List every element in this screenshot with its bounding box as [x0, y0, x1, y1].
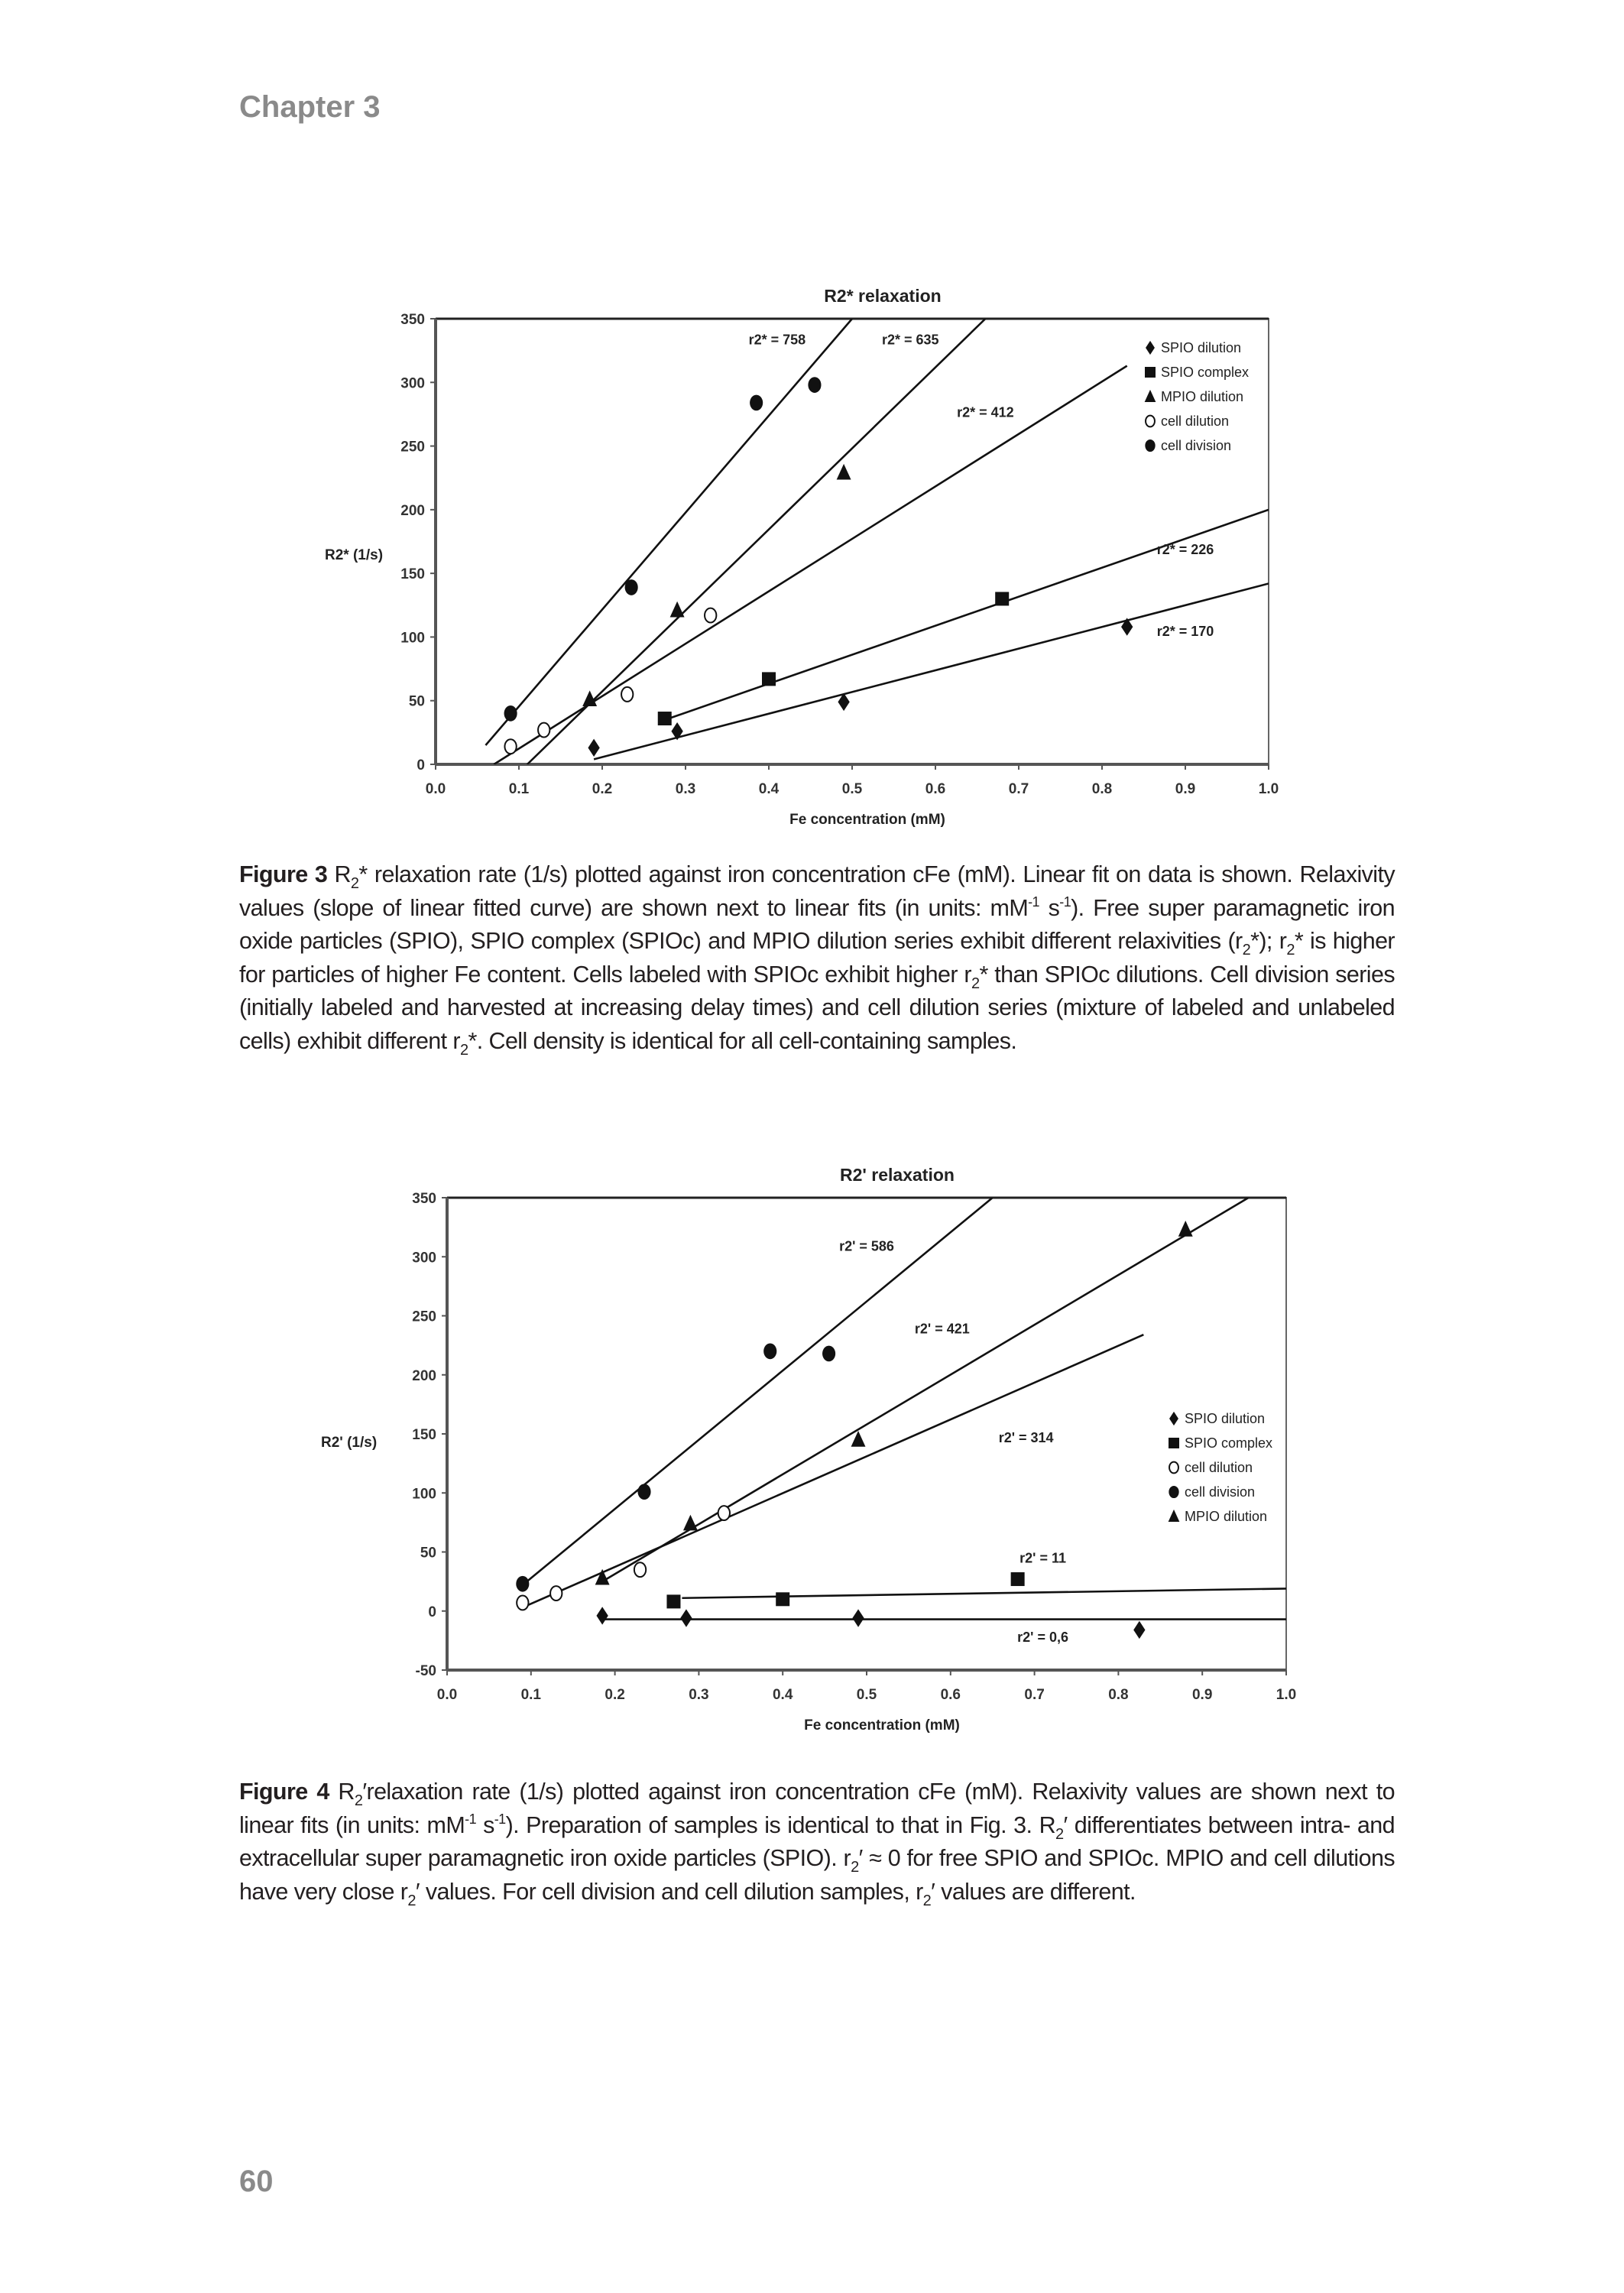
- data-point-cell-division: [637, 1484, 650, 1500]
- y-tick-label: 100: [412, 1486, 436, 1503]
- data-point-cell-dilution: [538, 723, 549, 738]
- page-number: 60: [239, 2165, 274, 2198]
- legend-label: MPIO dilution: [1185, 1509, 1268, 1524]
- y-tick-label: 250: [400, 439, 425, 456]
- data-point-cell-division: [504, 705, 517, 722]
- y-tick-label: 150: [412, 1427, 436, 1443]
- data-point-cell-division: [750, 395, 763, 411]
- figure-3-label: Figure 3: [239, 861, 328, 887]
- data-point-cell-dilution: [634, 1562, 646, 1577]
- data-point-cell-dilution: [517, 1595, 528, 1610]
- x-tick-label: 0.2: [592, 781, 613, 797]
- x-tick-label: 0.3: [675, 781, 696, 797]
- x-tick-label: 0.9: [1175, 781, 1196, 797]
- y-axis-label: R2* (1/s): [325, 547, 384, 563]
- x-tick-label: 0.1: [508, 781, 530, 797]
- legend-label: SPIO complex: [1185, 1435, 1273, 1451]
- chart-title: R2' relaxation: [840, 1165, 955, 1185]
- x-tick-label: 0.7: [1024, 1687, 1045, 1703]
- x-tick-label: 0.0: [436, 1687, 458, 1703]
- data-point-spio-complex: [1011, 1572, 1025, 1586]
- data-point-spio-complex: [995, 592, 1009, 605]
- relaxivity-annotation: r2* = 635: [882, 332, 939, 348]
- y-tick-label: 200: [412, 1367, 436, 1384]
- data-point-spio-complex: [666, 1594, 680, 1608]
- y-tick-label: 0: [417, 757, 425, 774]
- data-point-cell-dilution: [550, 1586, 562, 1601]
- relaxivity-annotation: r2' = 11: [1019, 1550, 1067, 1566]
- data-point-cell-dilution: [718, 1506, 730, 1520]
- x-tick-label: 1.0: [1276, 1687, 1297, 1703]
- legend-label: SPIO complex: [1161, 365, 1250, 380]
- data-point-spio-complex: [762, 672, 776, 686]
- x-tick-label: 1.0: [1258, 781, 1279, 797]
- x-tick-label: 0.6: [940, 1687, 961, 1703]
- legend-marker: [1145, 367, 1156, 378]
- y-tick-label: 0: [428, 1604, 436, 1620]
- figure-4-label: Figure 4: [239, 1779, 329, 1805]
- y-tick-label: 100: [400, 630, 425, 647]
- data-point-cell-dilution: [705, 608, 716, 623]
- legend-label: cell dilution: [1161, 414, 1230, 429]
- x-tick-label: 0.6: [925, 781, 946, 797]
- x-tick-label: 0.5: [856, 1687, 877, 1703]
- x-tick-label: 0.8: [1108, 1687, 1129, 1703]
- y-tick-label: 50: [420, 1545, 436, 1562]
- legend-marker: [1169, 1438, 1179, 1448]
- legend-label: cell division: [1161, 438, 1232, 453]
- x-tick-label: 0.1: [520, 1687, 542, 1703]
- data-point-cell-division: [625, 579, 638, 595]
- x-tick-label: 0.2: [605, 1687, 625, 1703]
- relaxivity-annotation: r2* = 758: [748, 332, 806, 348]
- y-tick-label: 350: [412, 1191, 436, 1207]
- y-tick-label: 300: [412, 1250, 436, 1267]
- x-tick-label: 0.5: [841, 781, 863, 797]
- plot-area: [447, 1198, 1286, 1670]
- relaxivity-annotation: r2* = 226: [1156, 542, 1214, 558]
- data-point-cell-dilution: [621, 687, 633, 702]
- data-point-cell-division: [822, 1346, 835, 1362]
- figure-3-caption: [239, 858, 1395, 1058]
- data-point-cell-dilution: [504, 739, 516, 754]
- y-axis-label: R2' (1/s): [321, 1435, 378, 1451]
- y-tick-label: 200: [400, 502, 425, 519]
- figure-3-chart: [0, 260, 1624, 841]
- relaxivity-annotation: r2' = 0,6: [1017, 1629, 1069, 1645]
- legend-label: MPIO dilution: [1161, 389, 1244, 404]
- legend-marker: [1169, 1486, 1178, 1498]
- legend-label: cell dilution: [1185, 1460, 1253, 1475]
- legend-label: cell division: [1185, 1484, 1256, 1500]
- y-tick-label: 300: [400, 375, 425, 392]
- y-tick-label: 250: [412, 1309, 436, 1325]
- legend-label: SPIO dilution: [1185, 1411, 1266, 1426]
- y-tick-label: 150: [400, 566, 425, 583]
- relaxivity-annotation: r2* = 170: [1156, 623, 1214, 639]
- legend-marker: [1169, 1462, 1178, 1474]
- data-point-spio-complex: [776, 1592, 789, 1606]
- relaxivity-annotation: r2* = 412: [957, 404, 1014, 420]
- figure-4-chart: [0, 1146, 1624, 1758]
- legend-marker: [1145, 439, 1155, 452]
- figure-4-caption: [239, 1776, 1395, 1909]
- y-tick-label: -50: [415, 1663, 436, 1679]
- y-tick-label: 350: [400, 312, 425, 328]
- x-axis-label: Fe concentration (mM): [804, 1717, 960, 1734]
- relaxivity-annotation: r2' = 314: [998, 1429, 1054, 1445]
- relaxivity-annotation: r2' = 586: [839, 1238, 894, 1254]
- chart-title: R2* relaxation: [824, 286, 942, 306]
- x-axis-label: Fe concentration (mM): [789, 812, 945, 828]
- x-tick-label: 0.8: [1091, 781, 1113, 797]
- figure-4-caption-text: $R_2'relaxation$ rate (1/s) plotted against iron concentration cFe (mM). Relaxivity values are shown next to linear fits (in units: $mM^{-1}$ $s^{-1}$). Preparation of samples is identical to that in Fig. 3. $R_2'$ differentiates between intra- and extracellular super paramagnetic iron oxide particles (SPIO). $r_2' \approx 0$ for free SPIO and SPIOc. MPIO and cell dilutions have very close $r_2'$ values. For cell division and cell dilution samples, $r_2'$ values are different.: [239, 1779, 1395, 1909]
- figure-3-caption-text: $R_2*$ relaxation rate (1/s) plotted against iron concentration cFe (mM). Linear fit on data is shown. Relaxivity values (slope of linear fitted curve) are shown next to linear fits (in units: $mM^{-1}$ $s^{-1}$). Free super paramagnetic iron oxide particles (SPIO), SPIO complex (SPIOc) and MPIO dilution series exhibit different relaxivities $(r_2*)$; $r_2*$ is higher for particles of higher Fe content. Cells labeled with SPIOc exhibit higher $r_2*$ than SPIOc dilutions. Cell division series (initially labeled and harvested at increasing delay times) and cell dilution series (mixture of labeled and unlabeled cells) exhibit different $r_2*$. Cell density is identical for all cell-containing samples.: [239, 861, 1395, 1059]
- x-tick-label: 0.4: [772, 1687, 793, 1703]
- x-tick-label: 0.3: [689, 1687, 709, 1703]
- chapter-header: Chapter 3: [239, 90, 381, 124]
- plot-area: [436, 319, 1269, 764]
- legend-label: SPIO dilution: [1161, 340, 1242, 355]
- x-tick-label: 0.9: [1191, 1687, 1213, 1703]
- data-point-spio-complex: [658, 712, 672, 725]
- data-point-cell-division: [763, 1344, 776, 1360]
- y-tick-label: 50: [408, 693, 425, 710]
- x-tick-label: 0.0: [425, 781, 446, 797]
- x-tick-label: 0.4: [758, 781, 780, 797]
- x-tick-label: 0.7: [1008, 781, 1029, 797]
- data-point-cell-division: [516, 1576, 529, 1592]
- data-point-cell-division: [808, 377, 821, 393]
- relaxivity-annotation: r2' = 421: [914, 1321, 970, 1337]
- legend-marker: [1146, 416, 1155, 427]
